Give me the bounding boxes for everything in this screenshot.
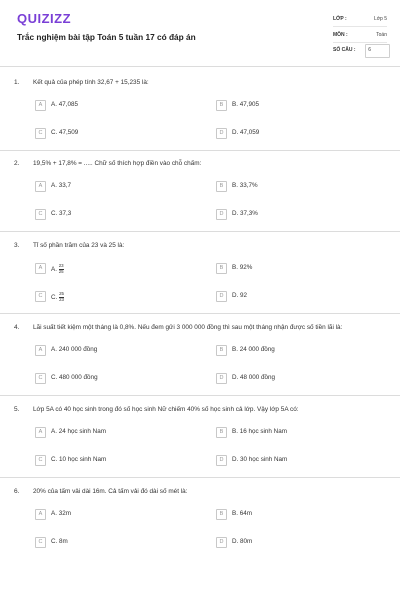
answer-label: B. 16 học sinh Nam: [232, 428, 287, 435]
answer-label: C. 480 000 đồng: [51, 374, 98, 381]
answer-checkbox[interactable]: D: [216, 209, 227, 220]
question-divider: [0, 150, 400, 151]
answer-text: [232, 210, 258, 217]
answer-text: [232, 264, 252, 271]
answer-checkbox[interactable]: B: [216, 427, 227, 438]
question-divider: [0, 477, 400, 478]
answer-label: A. 24 học sinh Nam: [51, 428, 106, 435]
answer-text: [51, 374, 98, 381]
answer-checkbox[interactable]: C: [35, 373, 46, 384]
answer-checkbox[interactable]: D: [216, 537, 227, 548]
answer-label: A. 47,085: [51, 101, 78, 108]
question-text: Lãi suất tiết kiệm một tháng là 0,8%. Nếu đem gửi 3 000 000 đồng thì sau một tháng nhận được số tiền lãi là:: [33, 324, 343, 331]
answer-checkbox[interactable]: A: [35, 427, 46, 438]
answer-checkbox[interactable]: A: [35, 345, 46, 356]
question-text: 20% của tấm vải dài 16m. Cả tấm vải đó dài số mét là:: [33, 488, 188, 495]
answer-text: [232, 101, 259, 108]
question-divider: [0, 313, 400, 314]
answer-text: [51, 129, 78, 136]
answer-label: D. 37,3%: [232, 210, 258, 217]
answer-label: D. 30 học sinh Nam: [232, 456, 288, 463]
answer-checkbox[interactable]: B: [216, 263, 227, 274]
answer-text: [232, 538, 252, 545]
answer-checkbox[interactable]: C: [35, 128, 46, 139]
answer-checkbox[interactable]: D: [216, 128, 227, 139]
answer-text: [232, 182, 258, 189]
answer-text: [232, 129, 259, 136]
answer-checkbox[interactable]: B: [216, 509, 227, 520]
meta-subject-value: Toán: [376, 32, 387, 38]
question-number: 2.: [14, 160, 20, 167]
question-text: Tỉ số phần trăm của 23 và 25 là:: [33, 242, 125, 249]
question-divider: [0, 231, 400, 232]
answer-text: [232, 346, 275, 353]
answer-label: C.: [51, 293, 58, 301]
answer-text: [232, 292, 247, 299]
answer-text: [51, 510, 71, 517]
worksheet-header: [0, 0, 400, 64]
answer-text: [51, 264, 64, 274]
quizizz-logo: QUIZIZZ: [17, 11, 72, 26]
question-number: 4.: [14, 324, 20, 331]
answer-checkbox[interactable]: B: [216, 345, 227, 356]
answer-label: A.: [51, 265, 57, 273]
answer-text: [51, 182, 71, 189]
answer-label: C. 10 học sinh Nam: [51, 456, 107, 463]
answer-checkbox[interactable]: C: [35, 291, 46, 302]
question-number: 5.: [14, 406, 20, 413]
meta-class-label: LỚP :: [333, 16, 347, 22]
meta-subject-label: MÔN :: [333, 32, 348, 38]
answer-checkbox[interactable]: B: [216, 181, 227, 192]
answer-label: D. 47,059: [232, 129, 260, 136]
worksheet-title: Trắc nghiệm bài tập Toán 5 tuần 17 có đáp án: [17, 32, 196, 42]
answer-label: B. 24 000 đồng: [232, 346, 275, 353]
answer-label: C. 8m: [51, 538, 68, 545]
meta-divider: [333, 42, 387, 43]
fraction: [59, 264, 64, 274]
answer-checkbox[interactable]: A: [35, 263, 46, 274]
fraction: [59, 292, 64, 302]
question-text: 19,5% + 17,8% = ..... Chữ số thích hợp điền vào chỗ chấm:: [33, 160, 202, 167]
meta-count-value: 6: [368, 47, 371, 53]
answer-text: [51, 101, 78, 108]
meta-class-value: Lớp 5: [373, 16, 387, 22]
answer-checkbox[interactable]: D: [216, 373, 227, 384]
answer-label: C. 47,509: [51, 129, 79, 136]
question-number: 3.: [14, 242, 20, 249]
answer-label: B. 33,7%: [232, 182, 258, 189]
answer-text: [51, 538, 68, 545]
answer-label: B. 64m: [232, 510, 252, 517]
question-text: Lớp 5A có 40 học sinh trong đó số học sinh Nữ chiếm 40% số học sinh cả lớp. Vậy lớp 5A có:: [33, 406, 299, 413]
answer-text: [51, 456, 106, 463]
answer-text: [232, 510, 252, 517]
header-divider: [0, 66, 400, 67]
answer-label: B. 47,905: [232, 101, 259, 108]
answer-label: B. 92%: [232, 264, 253, 271]
answer-text: [232, 374, 275, 381]
answer-checkbox[interactable]: A: [35, 100, 46, 111]
answer-text: [51, 210, 71, 217]
answer-checkbox[interactable]: C: [35, 537, 46, 548]
answer-label: C. 37,3: [51, 210, 72, 217]
answer-label: A. 240 000 đồng: [51, 346, 98, 353]
answer-text: [232, 456, 287, 463]
answer-checkbox[interactable]: D: [216, 455, 227, 466]
fraction-numerator: 25: [59, 291, 64, 296]
meta-divider: [333, 26, 387, 27]
answer-checkbox[interactable]: C: [35, 209, 46, 220]
answer-text: [51, 292, 64, 302]
question-divider: [0, 395, 400, 396]
answer-checkbox[interactable]: B: [216, 100, 227, 111]
answer-label: A. 32m: [51, 510, 71, 517]
fraction-denominator: 25: [58, 268, 64, 274]
question-number: 1.: [14, 79, 20, 86]
answer-text: [51, 346, 97, 353]
answer-text: [51, 428, 106, 435]
fraction-numerator: 23: [58, 263, 64, 268]
answer-label: A. 33,7: [51, 182, 71, 189]
answer-label: D. 92: [232, 292, 248, 299]
answer-label: D. 80m: [232, 538, 253, 545]
fraction-denominator: 23: [59, 296, 64, 302]
answer-checkbox[interactable]: C: [35, 455, 46, 466]
answer-checkbox[interactable]: A: [35, 509, 46, 520]
answer-checkbox[interactable]: D: [216, 291, 227, 302]
question-text: Kết quả của phép tính 32,67 + 15,235 là:: [33, 79, 149, 86]
answer-checkbox[interactable]: A: [35, 181, 46, 192]
question-number: 6.: [14, 488, 20, 495]
meta-count-label: SỐ CÂU :: [333, 47, 356, 53]
answer-text: [232, 428, 287, 435]
answer-label: D. 48 000 đồng: [232, 374, 276, 381]
